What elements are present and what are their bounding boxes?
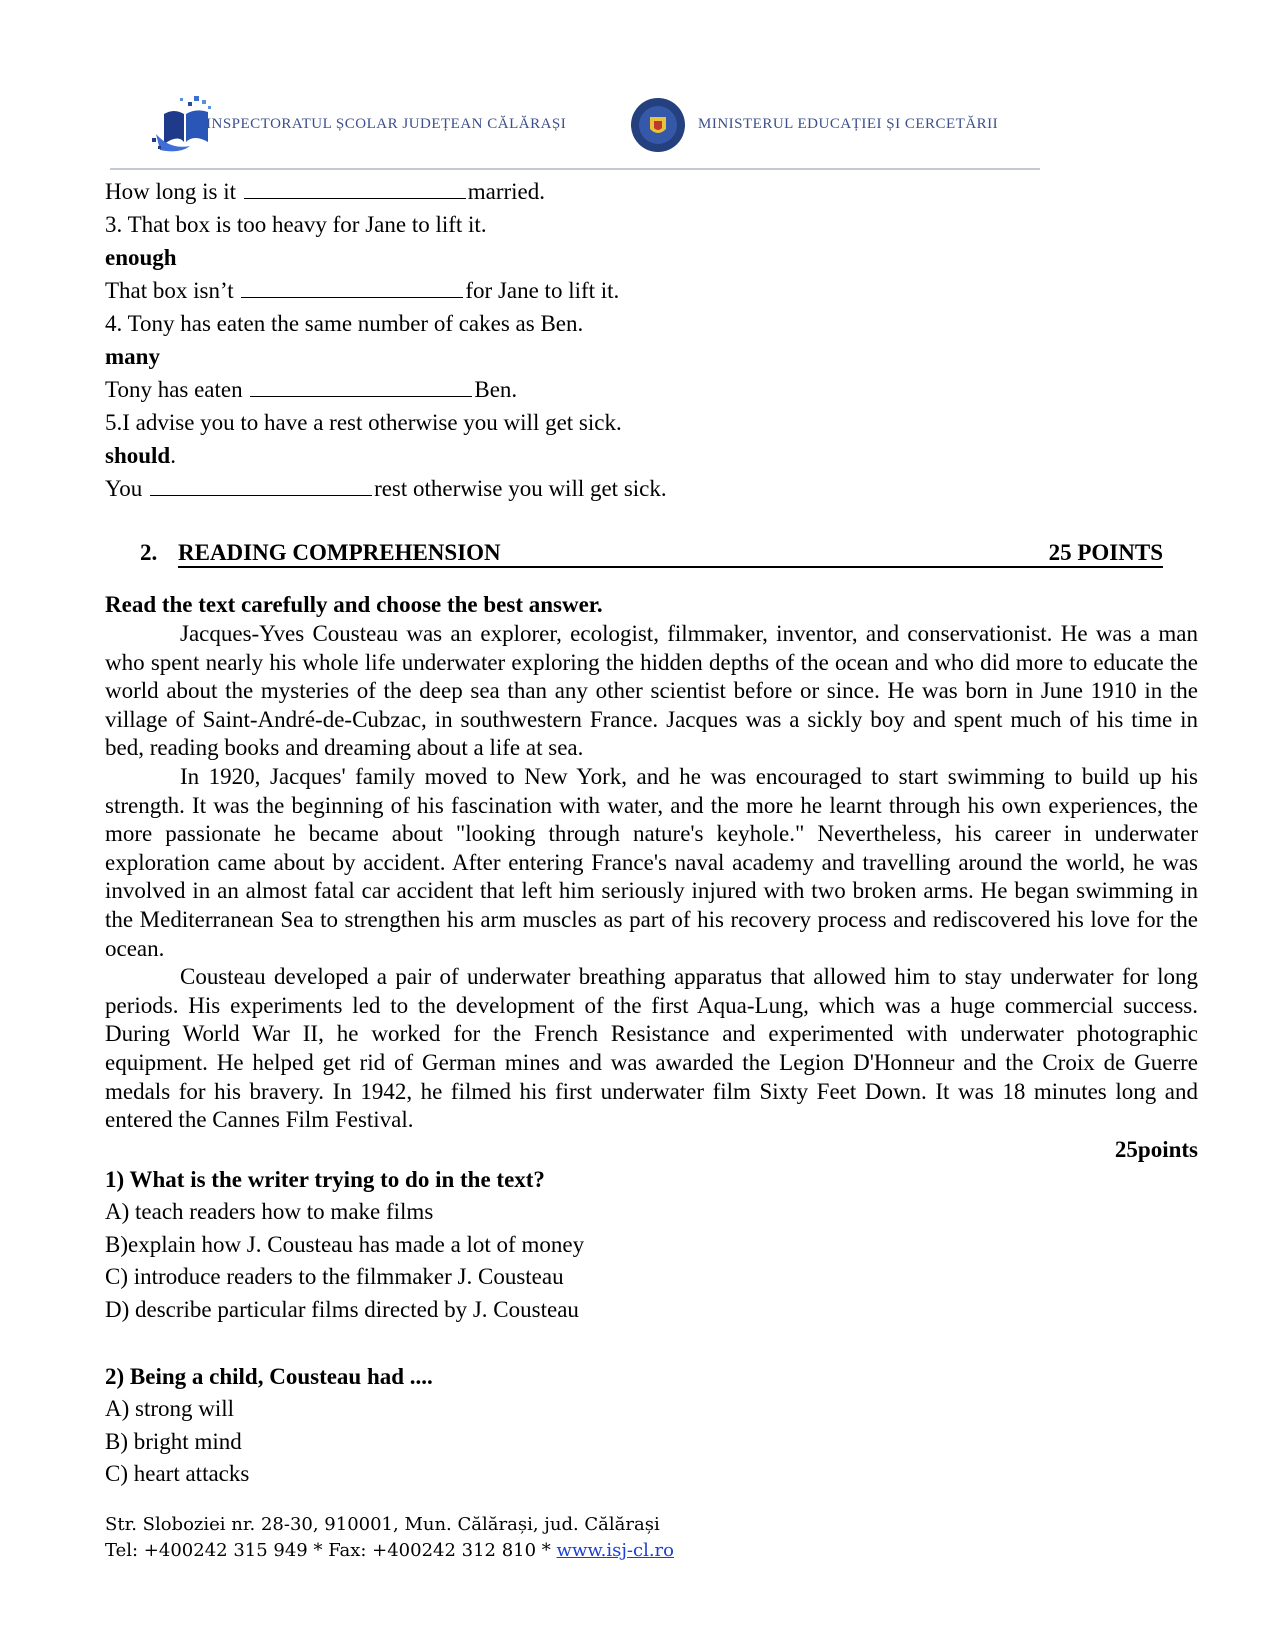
paragraph: In 1920, Jacques' family moved to New York, and he was encouraged to start swimming to build up his strength. It was the beginning of his fascination with water, and the more he learnt through his own experiences, the more passionate he became about "looking through nature's keyhole." Nevertheless, his career in underwater exploration came about by accident. After entering France's naval academy and travelling around the world, he was involved in an almost fatal car accident that left him seriously injured with two broken arms. He began swimming in the Mediterranean Sea to strengthen his arm muscles as part of his recovery process and rediscovered his love for the ocean. xyxy=(105,763,1198,961)
paragraph: Cousteau developed a pair of underwater breathing apparatus that allowed him to stay underwater for long periods. His experiments led to the development of the first Aqua-Lung, which was a huge commercial success. During World War II, he worked for the French Resistance and experimented with underwater photographic equipment. He helped get rid of German mines and was awarded the Legion D'Honneur and the Croix de Guerre medals for his bravery. In 1942, he filmed his first underwater film Sixty Feet Down. It was 18 minutes long and entered the Cannes Film Festival. xyxy=(105,964,1198,1133)
answer-option-d[interactable]: D) describe particular films directed by J. Cousteau xyxy=(105,1296,579,1322)
answer-blank[interactable] xyxy=(150,473,372,496)
question-title: 2) Being a child, Cousteau had .... xyxy=(105,1364,433,1389)
footer-address: Str. Sloboziei nr. 28-30, 910001, Mun. Călărași, jud. Călărași xyxy=(105,1514,660,1535)
section-title: READING COMPREHENSION xyxy=(178,540,501,565)
ministry-name: MINISTERUL EDUCAȚIEI ȘI CERCETĂRII xyxy=(698,116,999,132)
rewrite-exercise xyxy=(105,175,1198,505)
exercise-line: You rest otherwise you will get sick. xyxy=(105,472,1198,505)
ministry-crest-icon xyxy=(630,97,686,153)
question-4: 4. Tony has eaten the same number of cakes as Ben. xyxy=(105,311,584,336)
exercise-line: Tony has eaten Ben. xyxy=(105,373,1198,406)
answer-blank[interactable] xyxy=(241,275,463,298)
header-divider xyxy=(110,168,1040,170)
footer-contact: Tel: +400242 315 949 * Fax: +400242 312 810 * xyxy=(105,1540,557,1561)
reading-points: 25points xyxy=(1114,1136,1198,1162)
question-5: 5.I advise you to have a rest otherwise you will get sick. xyxy=(105,410,622,435)
answer-option-c[interactable]: C) introduce readers to the filmmaker J. Cousteau xyxy=(105,1264,564,1289)
keyword-enough: enough xyxy=(105,245,177,270)
section-points: 25 POINTS xyxy=(1048,540,1163,565)
question-title: 1) What is the writer trying to do in the text? xyxy=(105,1167,545,1192)
section-heading xyxy=(140,540,1163,568)
keyword-should: should xyxy=(105,443,171,468)
answer-blank[interactable] xyxy=(250,374,472,397)
keyword-many: many xyxy=(105,344,160,369)
question-block-2 xyxy=(105,1361,1105,1491)
reading-passage xyxy=(105,590,1198,1165)
answer-option-a[interactable]: A) teach readers how to make films xyxy=(105,1199,434,1224)
answer-option-c[interactable]: C) heart attacks xyxy=(105,1461,250,1486)
website-link[interactable]: www.isj-cl.ro xyxy=(556,1540,674,1561)
section-number: 2. xyxy=(140,540,158,565)
document-header xyxy=(110,88,1040,170)
answer-option-b[interactable]: B) bright mind xyxy=(105,1428,242,1454)
exercise-line: That box isn’t for Jane to lift it. xyxy=(105,274,1198,307)
question-block-1 xyxy=(105,1164,1105,1326)
reading-instruction: Read the text carefully and choose the best answer. xyxy=(105,592,603,617)
isj-name: INSPECTORATUL ȘCOLAR JUDEȚEAN CĂLĂRAȘI xyxy=(206,116,567,132)
keyword-should-line: should. xyxy=(105,443,176,468)
question-3: 3. That box is too heavy for Jane to lift it. xyxy=(105,212,487,237)
exercise-line: How long is it married. xyxy=(105,175,1198,208)
answer-blank[interactable] xyxy=(244,176,466,199)
document-footer xyxy=(105,1512,674,1564)
answer-option-a[interactable]: A) strong will xyxy=(105,1396,235,1421)
answer-option-b[interactable]: B)explain how J. Cousteau has made a lot of money xyxy=(105,1231,585,1257)
footer-contact-line xyxy=(105,1538,674,1564)
paragraph: Jacques-Yves Cousteau was an explorer, ecologist, filmmaker, inventor, and conservationist. He was a man who spent nearly his whole life underwater exploring the hidden depths of the ocean and who did more to educate the world about the mysteries of the deep sea than any other scientist before or since. He was born in June 1910 in the village of Saint-André-de-Cubzac, in southwestern France. Jacques was a sickly boy and spent much of his time in bed, reading books and dreaming about a life at sea. xyxy=(105,621,1198,761)
